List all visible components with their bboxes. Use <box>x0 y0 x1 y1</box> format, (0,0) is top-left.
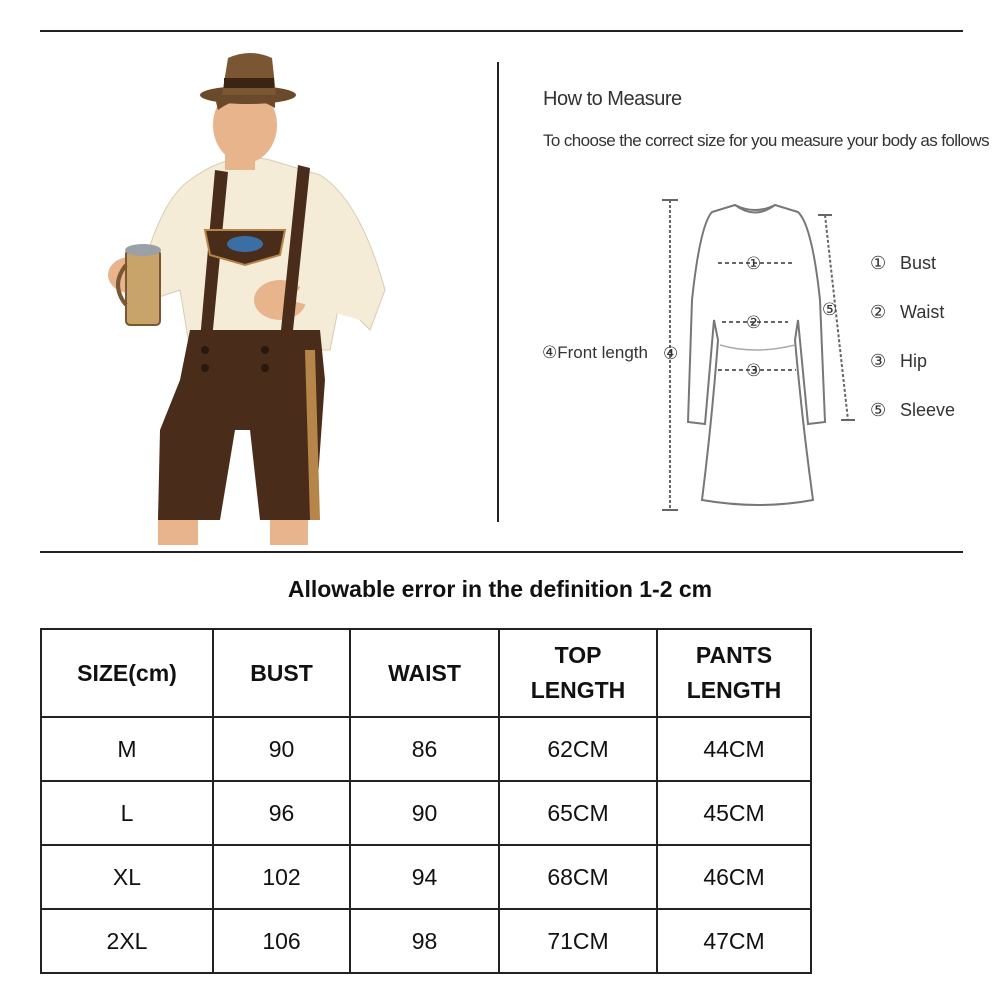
table-row <box>41 909 811 973</box>
cell-top-length: 68CM <box>499 845 657 909</box>
table-row <box>41 717 811 781</box>
legend-label-waist: Waist <box>900 302 945 322</box>
cell-bust: 90 <box>213 717 350 781</box>
product-photo <box>40 50 460 545</box>
hip-marker: ③ <box>746 361 762 380</box>
header-waist: WAIST <box>350 629 499 717</box>
cell-waist: 86 <box>350 717 499 781</box>
sleeve-marker: ⑤ <box>822 300 838 319</box>
header-top-length: TOP LENGTH <box>499 629 657 717</box>
header-size: SIZE(cm) <box>41 629 213 717</box>
legend-label-bust: Bust <box>900 253 937 273</box>
vertical-divider <box>497 62 499 522</box>
cell-size: L <box>41 781 213 845</box>
legend-label-sleeve: Sleeve <box>900 400 956 420</box>
header-bust: BUST <box>213 629 350 717</box>
model-figure <box>108 53 385 545</box>
cell-size: 2XL <box>41 909 213 973</box>
dress-outline <box>688 205 825 505</box>
cell-waist: 94 <box>350 845 499 909</box>
allowable-error-note: Allowable error in the definition 1-2 cm <box>287 576 713 602</box>
legend-num-hip: ③ <box>870 351 887 371</box>
cell-waist: 98 <box>350 909 499 973</box>
cell-waist: 90 <box>350 781 499 845</box>
legend-num-waist: ② <box>870 302 887 322</box>
cell-pants-length: 46CM <box>657 845 811 909</box>
cell-pants-length: 45CM <box>657 781 811 845</box>
top-rule <box>40 30 963 32</box>
cell-pants-length: 47CM <box>657 909 811 973</box>
size-chart-table <box>40 628 812 974</box>
legend-num-sleeve: ⑤ <box>870 400 887 420</box>
measurement-diagram <box>530 180 980 520</box>
header-pants-length: PANTS LENGTH <box>657 629 811 717</box>
cell-top-length: 62CM <box>499 717 657 781</box>
cell-size: XL <box>41 845 213 909</box>
middle-rule <box>40 551 963 553</box>
legend-label-hip: Hip <box>900 351 928 371</box>
measurement-legend <box>870 253 955 420</box>
cell-top-length: 71CM <box>499 909 657 973</box>
how-to-measure-title: How to Measure <box>543 88 682 110</box>
waist-marker: ② <box>746 313 762 332</box>
table-row <box>41 781 811 845</box>
front-length-marker: ④ <box>663 344 679 363</box>
how-to-measure-subtitle: To choose the correct size for you measure your body as follows <box>543 131 989 150</box>
table-header-row <box>41 629 811 717</box>
front-length-label: ④Front length <box>542 343 648 362</box>
cell-top-length: 65CM <box>499 781 657 845</box>
table-row <box>41 845 811 909</box>
cell-pants-length: 44CM <box>657 717 811 781</box>
legend-num-bust: ① <box>870 253 887 273</box>
cell-size: M <box>41 717 213 781</box>
cell-bust: 106 <box>213 909 350 973</box>
cell-bust: 96 <box>213 781 350 845</box>
cell-bust: 102 <box>213 845 350 909</box>
bust-marker: ① <box>746 254 762 273</box>
